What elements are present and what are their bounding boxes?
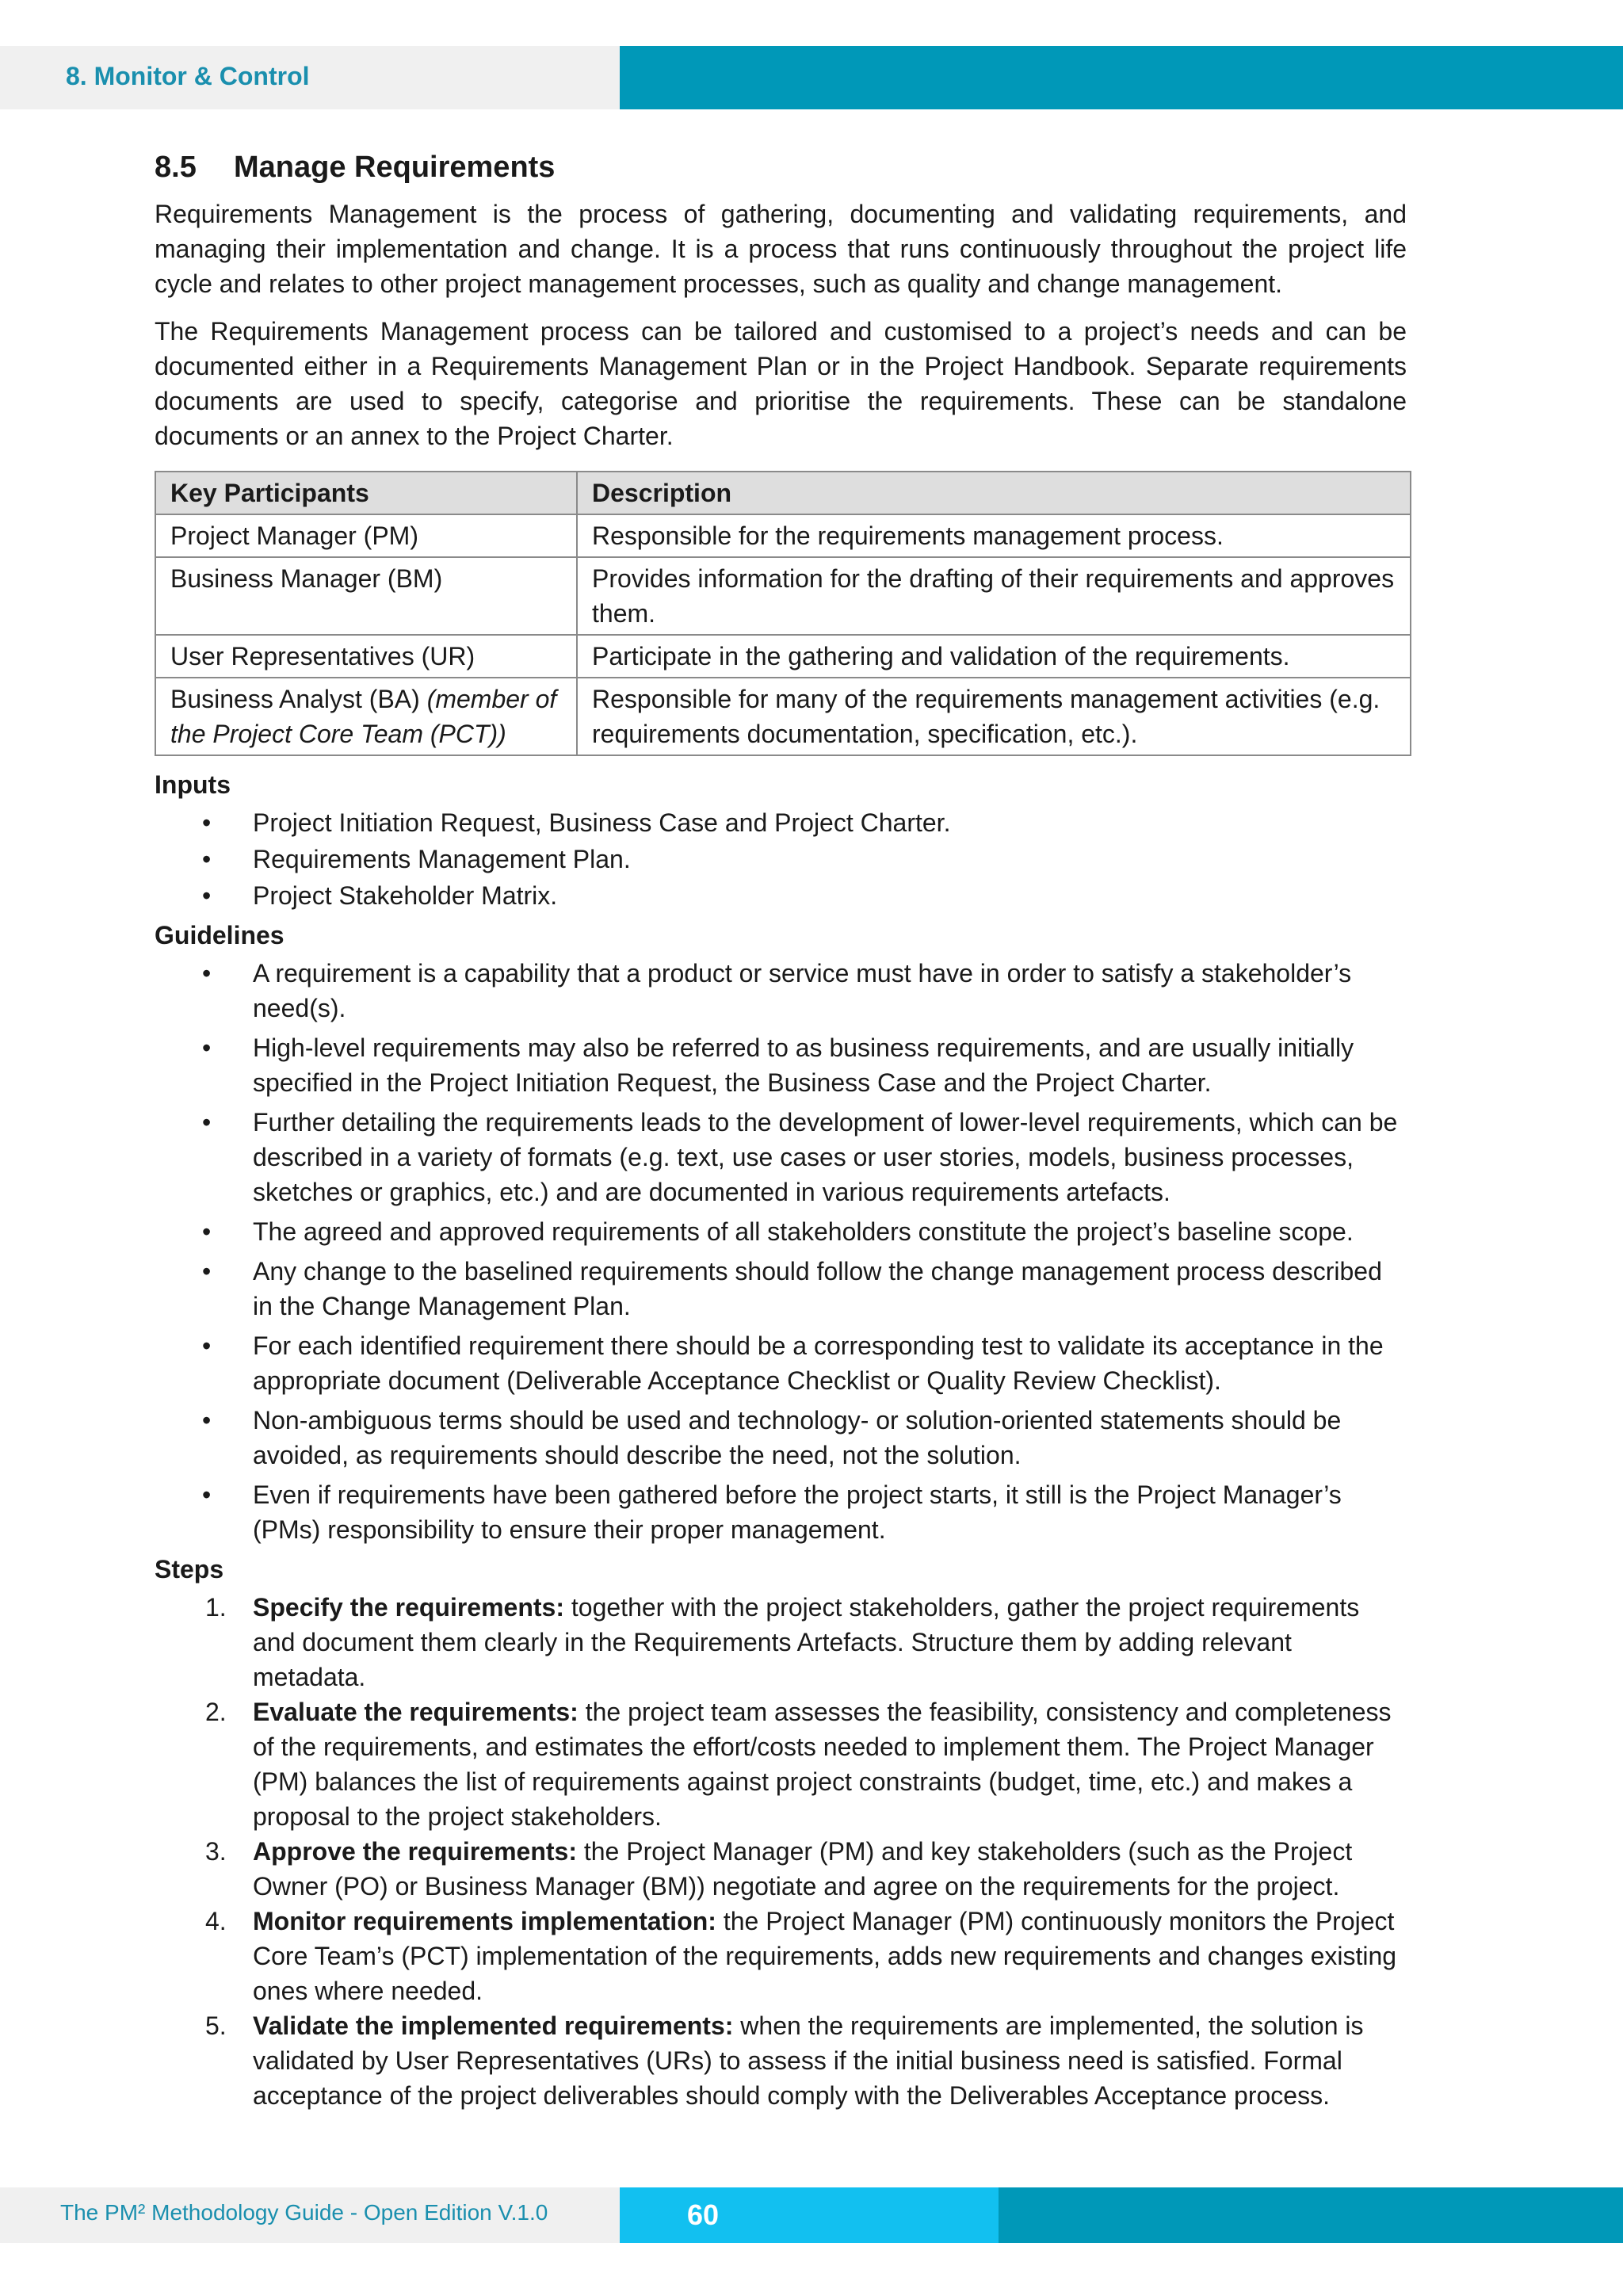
section-title: Manage Requirements	[234, 151, 556, 184]
table-row	[155, 678, 1411, 755]
inputs-heading: Inputs	[155, 770, 231, 799]
page-number: 60	[686, 2199, 720, 2231]
table-row	[155, 514, 1411, 557]
list-item: • High-level requirements may also be referred to as business requirements, and are usually initially specified in the Project Initiation Request, the Business Case and the Project Charter.	[155, 1030, 1407, 1100]
inputs-list	[155, 805, 1407, 913]
list-item: • For each identified requirement there should be a corresponding test to validate its acceptance in the appropriate document (Deliverable Acceptance Checklist or Quality Review Checklist).	[155, 1328, 1407, 1398]
step-text: the project team assesses the feasibility, consistency and completeness of the requirements, and estimates the effort/costs needed to implement them. The Project Manager (PM) balances the list of requirements against project constraints (budget, time, etc.) and makes a proposal to the project stakeholders.	[253, 1698, 1392, 1831]
description-cell: Responsible for many of the requirements management activities (e.g. requirements documentation, specification, etc.).	[577, 678, 1411, 755]
step-item	[155, 1904, 1407, 2008]
intro-paragraph-1: Requirements Management is the process of gathering, documenting and validating requirements, and managing their implementation and change. It is a process that runs continuously throughout the project life cycle and relates to other project management processes, such as quality and change management.	[155, 200, 1407, 298]
step-number: 2.	[205, 1698, 227, 1726]
step-item	[155, 1694, 1407, 1834]
step-text: when the requirements are implemented, the solution is validated by User Representatives (URs) to assess if the initial business need is satisfied. Formal acceptance of the project deliverables should comply with the Deliverables Acceptance process.	[253, 2011, 1364, 2110]
step-item	[155, 2008, 1407, 2113]
chapter-title: 8. Monitor & Control	[66, 62, 310, 90]
description-cell: Provides information for the drafting of their requirements and approves them.	[577, 557, 1411, 635]
description-cell: Participate in the gathering and validation of the requirements.	[577, 635, 1411, 678]
step-text: the Project Manager (PM) and key stakeholders (such as the Project Owner (PO) or Business Manager (BM)) negotiate and agree on the requirements for the project.	[253, 1837, 1353, 1901]
participants-table	[155, 471, 1411, 756]
step-number: 4.	[205, 1907, 227, 1935]
footer-guide-title: The PM² Methodology Guide - Open Edition V.1.0	[60, 2200, 548, 2225]
participant-cell: Business Manager (BM)	[155, 557, 577, 635]
step-text: the Project Manager (PM) continuously monitors the Project Core Team’s (PCT) implementation of the requirements, adds new requirements and changes existing ones where needed.	[253, 1907, 1397, 2005]
list-item: • Project Stakeholder Matrix.	[155, 878, 1407, 913]
description-cell: Responsible for the requirements management process.	[577, 514, 1411, 557]
step-label: Monitor requirements implementation:	[253, 1907, 716, 1935]
table-header-participants: Key Participants	[155, 472, 577, 514]
footer-accent-bar	[999, 2187, 1623, 2243]
steps-list	[155, 1590, 1407, 2113]
step-label: Validate the implemented requirements:	[253, 2011, 734, 2040]
participant-cell	[155, 678, 577, 755]
step-label: Specify the requirements:	[253, 1593, 564, 1622]
list-item: • The agreed and approved requirements of all stakeholders constitute the project’s baseline scope.	[155, 1214, 1407, 1249]
table-header-row	[155, 472, 1411, 514]
participant-cell: Project Manager (PM)	[155, 514, 577, 557]
list-item: • Requirements Management Plan.	[155, 842, 1407, 877]
section-heading	[155, 147, 1407, 187]
header-accent-bar	[620, 46, 1623, 109]
list-item: • Even if requirements have been gathered before the project starts, it still is the Project Manager’s (PMs) responsibility to ensure their proper management.	[155, 1477, 1407, 1547]
list-item: • A requirement is a capability that a product or service must have in order to satisfy a stakeholder’s need(s).	[155, 956, 1407, 1026]
intro-paragraph-2: The Requirements Management process can be tailored and customised to a project’s needs and can be documented either in a Requirements Management Plan or in the Project Handbook. Separate requirements documents are used to specify, categorise and prioritise the requirements. These can be standalone documents or an annex to the Project Charter.	[155, 317, 1407, 450]
participant-cell: User Representatives (UR)	[155, 635, 577, 678]
table-header-description: Description	[577, 472, 1411, 514]
guidelines-list	[155, 956, 1407, 1547]
participant-name: Business Analyst (BA)	[170, 685, 427, 713]
step-text: together with the project stakeholders, gather the project requirements and document them clearly in the Requirements Artefacts. Structure them by adding relevant metadata.	[253, 1593, 1360, 1691]
list-item: • Further detailing the requirements leads to the development of lower-level requirements, which can be described in a variety of formats (e.g. text, use cases or user stories, models, business processes, sketches or graphics, etc.) and are documented in various requirements artefacts.	[155, 1105, 1407, 1209]
participant-note: (member of the Project Core Team (PCT))	[170, 685, 557, 748]
list-item: • Project Initiation Request, Business Case and Project Charter.	[155, 805, 1407, 840]
page-content	[155, 147, 1407, 2113]
step-label: Approve the requirements:	[253, 1837, 577, 1866]
table-row	[155, 635, 1411, 678]
step-label: Evaluate the requirements:	[253, 1698, 579, 1726]
step-number: 3.	[205, 1837, 227, 1866]
guidelines-heading: Guidelines	[155, 921, 285, 949]
step-number: 5.	[205, 2011, 227, 2040]
section-number: 8.5	[155, 151, 197, 184]
step-item	[155, 1590, 1407, 1694]
list-item: • Any change to the baselined requirements should follow the change management process described in the Change Management Plan.	[155, 1254, 1407, 1324]
table-row	[155, 557, 1411, 635]
step-item	[155, 1834, 1407, 1904]
list-item: • Non-ambiguous terms should be used and technology- or solution-oriented statements should be avoided, as requirements should describe the need, not the solution.	[155, 1403, 1407, 1473]
step-number: 1.	[205, 1593, 227, 1622]
steps-heading: Steps	[155, 1555, 224, 1584]
